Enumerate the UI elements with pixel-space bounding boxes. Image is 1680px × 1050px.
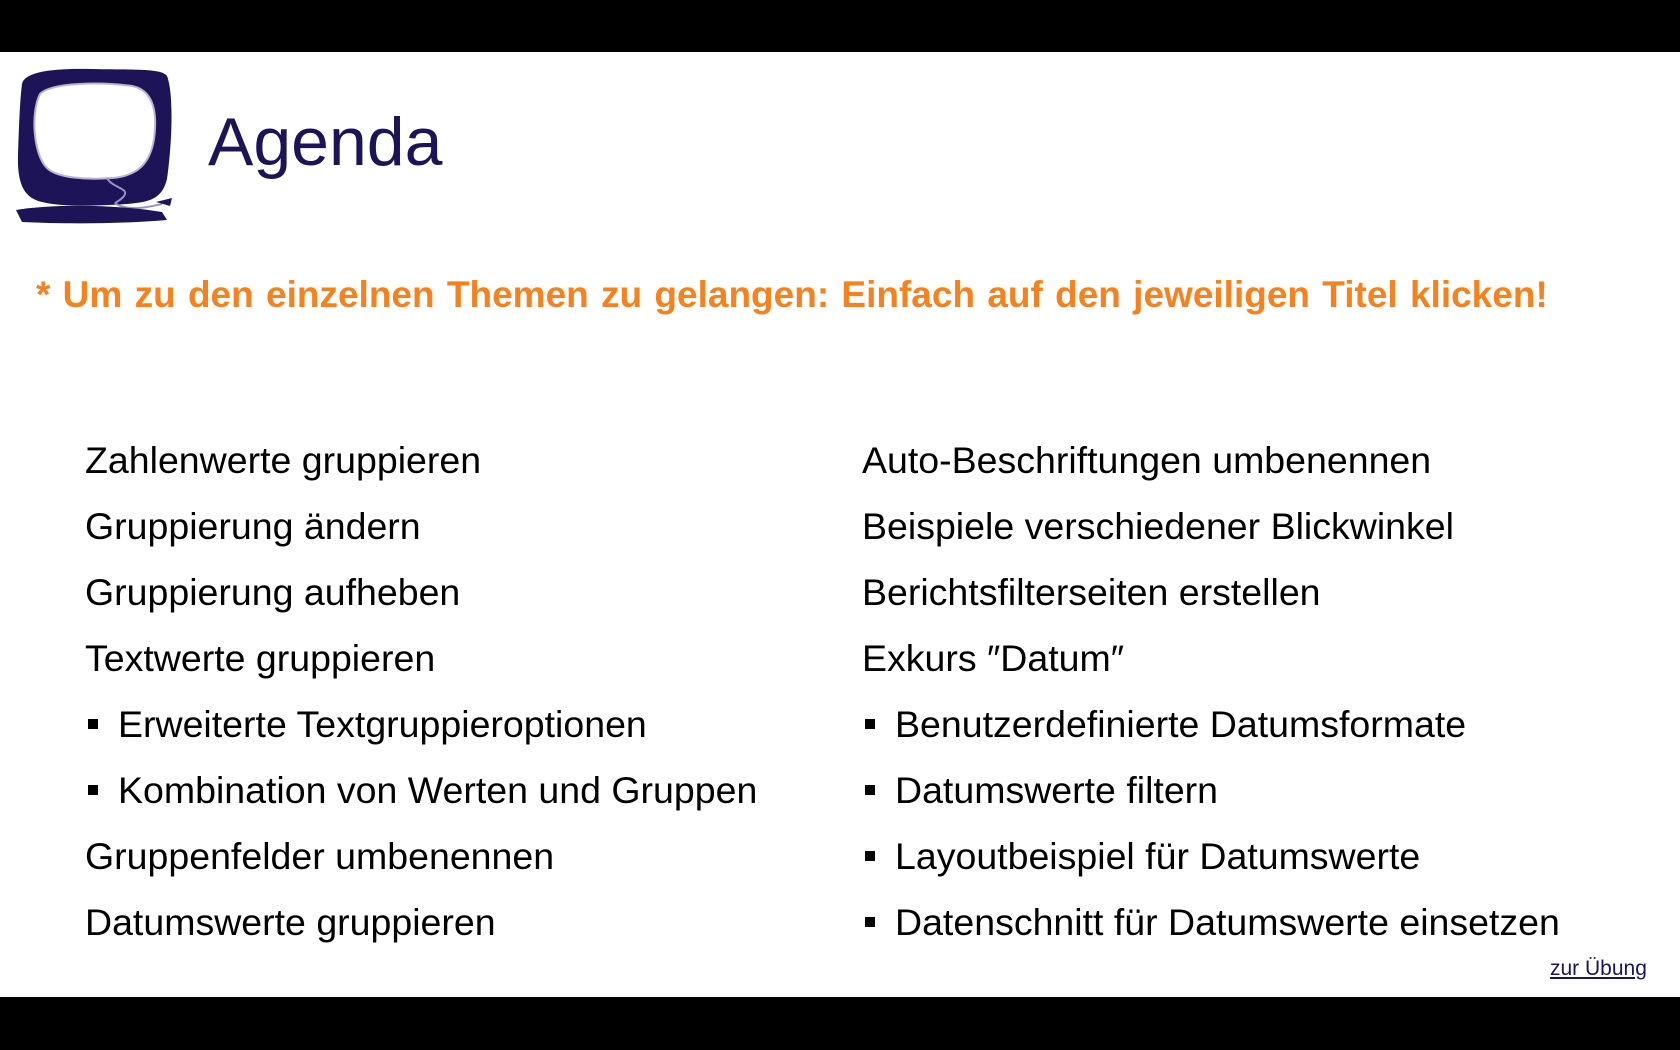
monitor-logo-icon bbox=[12, 64, 178, 230]
agenda-item-label: Beispiele verschiedener Blickwinkel bbox=[862, 505, 1454, 547]
square-bullet-icon bbox=[88, 785, 98, 795]
agenda-item-label: Datumswerte filtern bbox=[895, 769, 1219, 811]
agenda-item-label: Gruppierung aufheben bbox=[85, 571, 461, 613]
agenda-item-textwerte-gruppieren[interactable] bbox=[85, 625, 757, 691]
agenda-item-label: Gruppierung ändern bbox=[85, 505, 421, 547]
agenda-subitem-erweiterte-textgruppieroptionen[interactable] bbox=[85, 691, 757, 757]
slide bbox=[0, 52, 1680, 997]
agenda-item-label: Zahlenwerte gruppieren bbox=[85, 439, 482, 481]
agenda-right-column bbox=[862, 427, 1560, 955]
square-bullet-icon bbox=[865, 719, 875, 729]
agenda-subitem-kombination-von-werten-und-gruppen[interactable] bbox=[85, 757, 757, 823]
agenda-item-auto-beschriftungen-umbenennen[interactable] bbox=[862, 427, 1560, 493]
agenda-item-label: Auto-Beschriftungen umbenennen bbox=[862, 439, 1432, 481]
agenda-item-label: Exkurs ″Datum″ bbox=[862, 637, 1125, 679]
agenda-item-beispiele-verschiedener-blickwinkel[interactable] bbox=[862, 493, 1560, 559]
square-bullet-icon bbox=[865, 785, 875, 795]
agenda-subitem-benutzerdefinierte-datumsformate[interactable] bbox=[862, 691, 1560, 757]
agenda-item-label: Datenschnitt für Datumswerte einsetzen bbox=[895, 901, 1560, 943]
square-bullet-icon bbox=[88, 719, 98, 729]
square-bullet-icon bbox=[865, 917, 875, 927]
agenda-item-label: Kombination von Werten und Gruppen bbox=[118, 769, 758, 811]
agenda-left-column bbox=[85, 427, 757, 955]
page-title: Agenda bbox=[208, 104, 443, 180]
square-bullet-icon bbox=[865, 851, 875, 861]
agenda-subitem-datumswerte-filtern[interactable] bbox=[862, 757, 1560, 823]
agenda-subitem-datenschnitt-fuer-datumswerte[interactable] bbox=[862, 889, 1560, 955]
agenda-item-label: Datumswerte gruppieren bbox=[85, 901, 496, 943]
agenda-item-exkurs-datum[interactable] bbox=[862, 625, 1560, 691]
agenda-item-label: Berichtsfilterseiten erstellen bbox=[862, 571, 1321, 613]
zur-uebung-link[interactable]: zur Übung bbox=[1550, 957, 1647, 980]
agenda-item-berichtsfilterseiten-erstellen[interactable] bbox=[862, 559, 1560, 625]
agenda-item-gruppierung-aufheben[interactable] bbox=[85, 559, 757, 625]
agenda-item-zahlenwerte-gruppieren[interactable] bbox=[85, 427, 757, 493]
agenda-item-gruppenfelder-umbenennen[interactable] bbox=[85, 823, 757, 889]
agenda-item-datumswerte-gruppieren[interactable] bbox=[85, 889, 757, 955]
agenda-item-label: Erweiterte Textgruppieroptionen bbox=[118, 703, 647, 745]
agenda-item-label: Layoutbeispiel für Datumswerte bbox=[895, 835, 1421, 877]
agenda-item-label: Gruppenfelder umbenennen bbox=[85, 835, 555, 877]
agenda-item-gruppierung-aendern[interactable] bbox=[85, 493, 757, 559]
agenda-item-label: Textwerte gruppieren bbox=[85, 637, 436, 679]
agenda-subitem-layoutbeispiel-fuer-datumswerte[interactable] bbox=[862, 823, 1560, 889]
agenda-item-label: Benutzerdefinierte Datumsformate bbox=[895, 703, 1467, 745]
instruction-text: * Um zu den einzelnen Themen zu gelangen: Einfach auf den jeweiligen Titel klicken! bbox=[36, 274, 1548, 315]
